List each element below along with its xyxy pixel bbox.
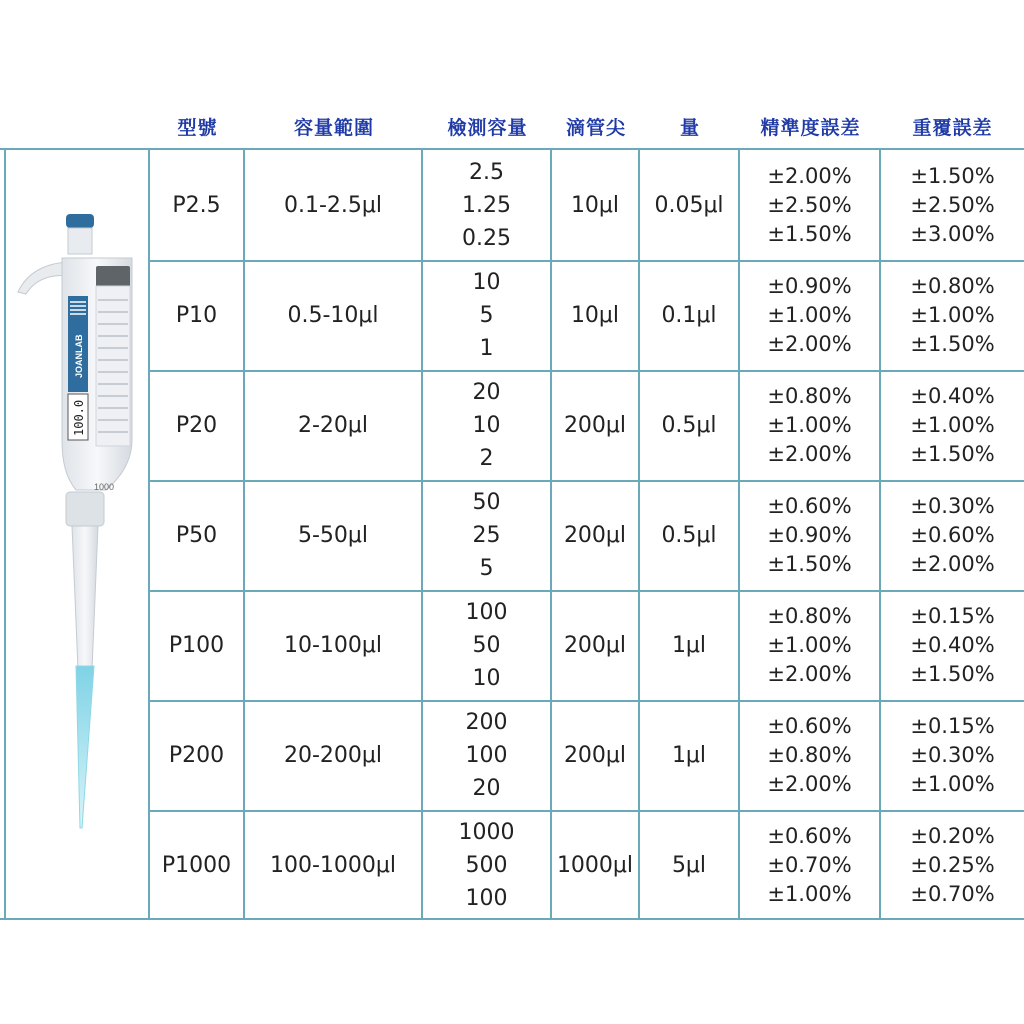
cell-range: 10-100μl xyxy=(283,632,383,658)
cell-range: 20-200μl xyxy=(283,742,383,768)
cell-value: ±0.40% xyxy=(910,632,995,657)
header-range: 容量範圍 xyxy=(293,117,374,139)
cell-increment: 1μl xyxy=(671,632,707,658)
cell-value: 10 xyxy=(472,665,501,691)
cell-value: ±2.00% xyxy=(767,441,852,466)
cell-value: ±0.80% xyxy=(767,383,852,408)
cell-value: ±1.50% xyxy=(767,221,852,246)
cell-value: ±2.00% xyxy=(910,551,995,576)
cell-value: 5 xyxy=(479,555,494,581)
cell-volumes xyxy=(423,372,550,478)
volume-mark: 1000 xyxy=(94,482,115,492)
cell-model: P2.5 xyxy=(172,192,221,218)
cell-value: 1 xyxy=(479,335,494,361)
cell-value: ±1.00% xyxy=(910,771,995,796)
cell-accuracy xyxy=(740,812,879,918)
cell-value: ±0.15% xyxy=(910,603,995,628)
header-increment: 量 xyxy=(679,117,700,139)
cell-repeat xyxy=(881,372,1024,478)
cell-value: 2.5 xyxy=(469,159,504,185)
cell-increment: 0.1μl xyxy=(661,302,717,328)
cell-value: 100 xyxy=(465,742,508,768)
cell-range: 0.5-10μl xyxy=(287,302,379,328)
cell-value: ±0.60% xyxy=(767,493,852,518)
cell-tip: 200μl xyxy=(563,412,627,438)
cell-value: ±0.80% xyxy=(910,273,995,298)
cell-repeat xyxy=(881,702,1024,808)
cell-value: ±1.50% xyxy=(767,551,852,576)
cell-value: ±0.60% xyxy=(767,823,852,848)
header-accuracy: 精準度誤差 xyxy=(760,117,861,139)
cell-value: ±0.25% xyxy=(910,852,995,877)
cell-volumes xyxy=(423,262,550,368)
cell-tip: 10μl xyxy=(570,302,620,328)
cell-value: ±1.00% xyxy=(767,632,852,657)
spec-table xyxy=(0,148,1024,920)
cell-value: 200 xyxy=(465,709,508,735)
cell-range: 0.1-2.5μl xyxy=(283,192,383,218)
cell-value: ±0.90% xyxy=(767,522,852,547)
cell-value: ±1.50% xyxy=(910,441,995,466)
cell-value: ±2.00% xyxy=(767,771,852,796)
cell-volumes xyxy=(423,592,550,698)
cell-value: 2 xyxy=(479,445,494,471)
cell-value: ±0.80% xyxy=(767,742,852,767)
pipette-illustration xyxy=(10,200,150,840)
cell-model: P100 xyxy=(168,632,225,658)
cell-volumes xyxy=(423,152,550,258)
cell-tip: 1000μl xyxy=(556,852,634,878)
cell-value: 50 xyxy=(472,632,501,658)
cell-range: 5-50μl xyxy=(297,522,369,548)
cell-value: 50 xyxy=(472,489,501,515)
cell-value: ±2.50% xyxy=(767,192,852,217)
grid-line xyxy=(4,150,6,918)
cell-value: ±2.00% xyxy=(767,331,852,356)
cell-value: 1.25 xyxy=(462,192,511,218)
cell-value: ±1.50% xyxy=(910,661,995,686)
cell-value: ±1.00% xyxy=(910,412,995,437)
brand-logo: JOANLAB xyxy=(74,334,84,378)
cell-volumes xyxy=(423,702,550,808)
cell-value: ±2.00% xyxy=(767,163,852,188)
cell-value: 100 xyxy=(465,885,508,911)
header-repeatability: 重覆誤差 xyxy=(912,117,993,139)
cell-tip: 200μl xyxy=(563,632,627,658)
cell-value: 100 xyxy=(465,599,508,625)
cell-tip: 10μl xyxy=(570,192,620,218)
cell-value: 500 xyxy=(465,852,508,878)
cell-repeat xyxy=(881,592,1024,698)
cell-range: 2-20μl xyxy=(297,412,369,438)
cell-model: P200 xyxy=(168,742,225,768)
cell-repeat xyxy=(881,152,1024,258)
cell-accuracy xyxy=(740,262,879,368)
header-test-volume: 檢測容量 xyxy=(447,117,528,139)
cell-value: ±0.40% xyxy=(910,383,995,408)
cell-repeat xyxy=(881,812,1024,918)
cell-increment: 5μl xyxy=(671,852,707,878)
cell-value: ±0.15% xyxy=(910,713,995,738)
cell-value: ±0.30% xyxy=(910,742,995,767)
cell-value: 20 xyxy=(472,379,501,405)
cell-value: 1000 xyxy=(458,819,515,845)
cell-increment: 0.05μl xyxy=(654,192,724,218)
cell-value: ±0.20% xyxy=(910,823,995,848)
cell-increment: 0.5μl xyxy=(661,412,717,438)
cell-value: ±0.70% xyxy=(767,852,852,877)
cell-value: 10 xyxy=(472,269,501,295)
cell-accuracy xyxy=(740,482,879,588)
header-model: 型號 xyxy=(177,117,218,139)
cell-value: ±3.00% xyxy=(910,221,995,246)
cell-value: 10 xyxy=(472,412,501,438)
cell-model: P50 xyxy=(175,522,218,548)
cell-accuracy xyxy=(740,702,879,808)
cell-accuracy xyxy=(740,152,879,258)
table-header xyxy=(150,108,1024,148)
cell-model: P20 xyxy=(175,412,218,438)
cell-value: ±1.00% xyxy=(767,412,852,437)
cell-increment: 0.5μl xyxy=(661,522,717,548)
cell-value: ±0.60% xyxy=(767,713,852,738)
cell-value: 0.25 xyxy=(462,225,511,251)
cell-model: P10 xyxy=(175,302,218,328)
cell-accuracy xyxy=(740,592,879,698)
cell-volumes xyxy=(423,482,550,588)
cell-accuracy xyxy=(740,372,879,478)
cell-value: 25 xyxy=(472,522,501,548)
cell-value: 5 xyxy=(479,302,494,328)
cell-value: ±2.00% xyxy=(767,661,852,686)
cell-repeat xyxy=(881,262,1024,368)
cell-tip: 200μl xyxy=(563,522,627,548)
header-tip: 滴管尖 xyxy=(565,117,626,139)
cell-value: ±1.00% xyxy=(767,302,852,327)
pipette-tip-icon xyxy=(76,666,94,828)
cell-repeat xyxy=(881,482,1024,588)
cell-value: ±2.50% xyxy=(910,192,995,217)
cell-tip: 200μl xyxy=(563,742,627,768)
cell-increment: 1μl xyxy=(671,742,707,768)
cell-value: ±0.80% xyxy=(767,603,852,628)
cell-value: 20 xyxy=(472,775,501,801)
cell-value: ±0.60% xyxy=(910,522,995,547)
cell-value: ±1.50% xyxy=(910,331,995,356)
cell-model: P1000 xyxy=(161,852,232,878)
cell-value: ±1.00% xyxy=(910,302,995,327)
plunger-button-icon xyxy=(66,214,94,228)
cell-volumes xyxy=(423,812,550,918)
cell-value: ±0.70% xyxy=(910,881,995,906)
cell-value: ±0.90% xyxy=(767,273,852,298)
cell-value: ±1.50% xyxy=(910,163,995,188)
cell-value: ±1.00% xyxy=(767,881,852,906)
cell-value: ±0.30% xyxy=(910,493,995,518)
volume-display: 100.0 xyxy=(72,399,86,436)
cell-range: 100-1000μl xyxy=(269,852,397,878)
